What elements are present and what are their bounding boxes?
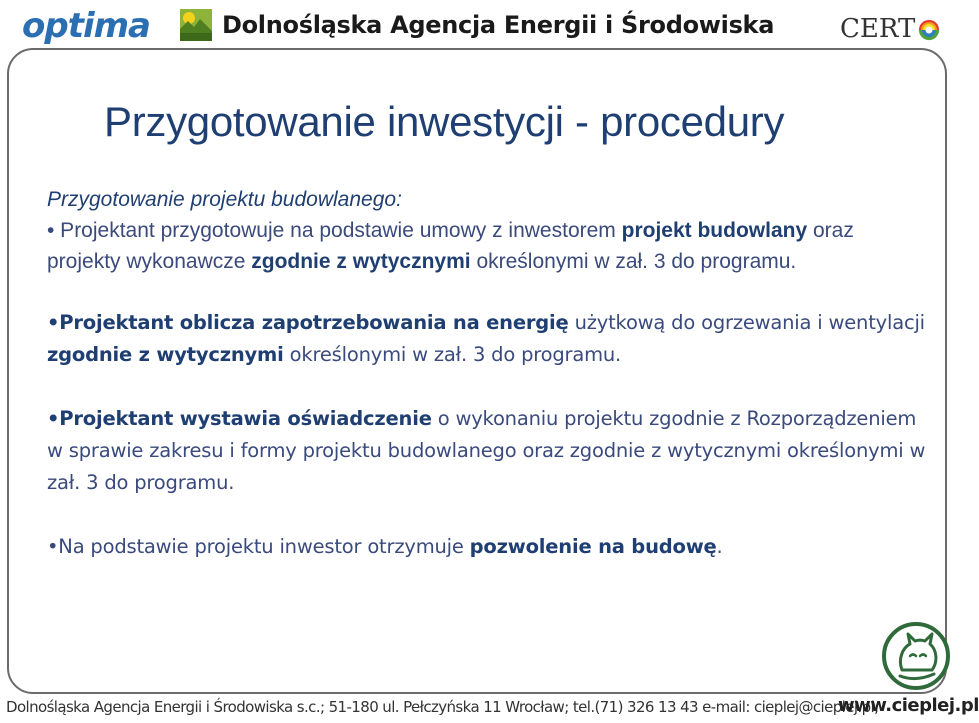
bullet-2-bold-c: zgodnie z wytycznymi: [47, 343, 284, 366]
optima-logo: optima: [22, 6, 150, 46]
footer: [0, 694, 979, 723]
bullet-2: [47, 307, 927, 371]
page-title: Przygotowanie inwestycji - procedury: [104, 98, 785, 145]
agency-title: Dolnośląska Agencja Energii i Środowiska: [222, 11, 775, 39]
bullet-1-bold-d: zgodnie z wytycznymi: [251, 250, 471, 273]
bullet-1: [47, 215, 927, 277]
bullet-4-bold-b: pozwolenie na budowę: [469, 535, 717, 558]
certo-logo: [840, 14, 915, 44]
bullet-3-text-b: o wykonaniu projektu zgodnie z Rozporządzeniem w sprawie zakresu i formy projektu budowlanego oraz zgodnie z wytycznymi określonymi w zał. 3 do programu.: [47, 407, 926, 494]
cat-icon: [880, 620, 952, 692]
bullet-2-text-b: użytkową do ogrzewania i wentylacji: [568, 311, 925, 334]
bullet-3-bold-a: •Projektant wystawia oświadczenie: [47, 407, 432, 430]
bullet-4-text-c: .: [716, 535, 723, 558]
footer-address: Dolnośląska Agencja Energii i Środowiska s.c.; 51-180 ul. Pełczyńska 11 Wrocław; tel.(71) 326 13 43 e-mail: cieplej@cieplej.pl;: [6, 698, 879, 716]
bullet-1-bold-b: projekt budowlany: [621, 219, 808, 242]
bullet-2-bold-a: •Projektant oblicza zapotrzebowania na energię: [47, 311, 569, 334]
bullet-1-text-a: • Projektant przygotowuje na podstawie umowy z inwestorem: [47, 219, 622, 242]
section-subhead: Przygotowanie projektu budowlanego:: [47, 188, 402, 211]
bullet-4-text-a: •Na podstawie projektu inwestor otrzymuje: [47, 535, 470, 558]
slide-content: [47, 185, 927, 563]
certo-text: CERT: [840, 14, 916, 44]
footer-website-link[interactable]: www.cieplej.pl: [838, 695, 979, 716]
bullet-4: [47, 531, 927, 563]
bullet-1-text-e: określonymi w zał. 3 do programu.: [470, 250, 797, 273]
header: [0, 0, 960, 50]
daes-logo-icon: [180, 9, 212, 41]
bullet-3: [47, 403, 927, 499]
bullet-1-text-c: oraz projekty wykonawcze: [47, 219, 854, 273]
certo-rainbow-icon: [918, 19, 940, 41]
bullet-2-text-d: określonymi w zał. 3 do programu.: [283, 343, 622, 366]
